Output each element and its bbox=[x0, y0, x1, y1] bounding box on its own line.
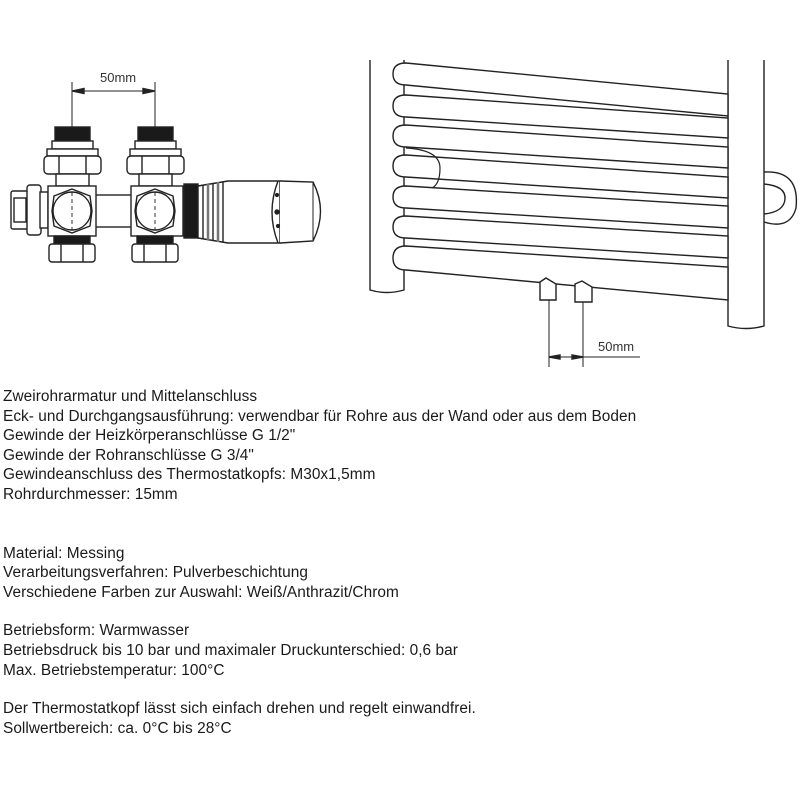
spec-line: Gewindeanschluss des Thermostatkopfs: M30x1,5mm bbox=[3, 466, 376, 484]
spec-line: Betriebsform: Warmwasser bbox=[3, 622, 190, 640]
spec-line: Verarbeitungsverfahren: Pulverbeschichtung bbox=[3, 564, 308, 582]
spec-line: Gewinde der Rohranschlüsse G 3/4" bbox=[3, 446, 254, 464]
spec-line: Eck- und Durchgangsausführung: verwendbar für Rohre aus der Wand oder aus dem Boden bbox=[3, 407, 637, 425]
spec-line: Der Thermostatkopf lässt sich einfach drehen und regelt einwandfrei. bbox=[3, 700, 476, 718]
spec-line: Sollwertbereich: ca. 0°C bis 28°C bbox=[3, 719, 232, 737]
spacer bbox=[3, 680, 798, 699]
spec-line: Material: Messing bbox=[3, 544, 125, 562]
valve-dimension-label: 50mm bbox=[100, 70, 137, 85]
spec-group-material bbox=[3, 544, 798, 603]
radiator-dimension-label: 50mm bbox=[598, 339, 635, 354]
spec-line: Rohrdurchmesser: 15mm bbox=[3, 485, 178, 503]
spec-line: Max. Betriebstemperatur: 100°C bbox=[3, 661, 225, 679]
spec-group-connection bbox=[3, 387, 798, 505]
spec-line: Zweirohrarmatur und Mittelanschluss bbox=[3, 388, 258, 405]
spacer bbox=[3, 505, 798, 544]
spec-line: Verschiedene Farben zur Auswahl: Weiß/Anthrazit/Chrom bbox=[3, 583, 399, 601]
specification-list bbox=[3, 387, 798, 738]
valve-drawing bbox=[0, 50, 340, 280]
spec-line: Betriebsdruck bis 10 bar und maximaler Druckunterschied: 0,6 bar bbox=[3, 641, 458, 659]
spec-group-operation bbox=[3, 621, 798, 680]
spec-line: Gewinde der Heizkörperanschlüsse G 1/2" bbox=[3, 427, 296, 445]
radiator-drawing bbox=[360, 40, 800, 370]
spacer bbox=[3, 602, 798, 621]
spec-group-thermostat bbox=[3, 699, 798, 738]
